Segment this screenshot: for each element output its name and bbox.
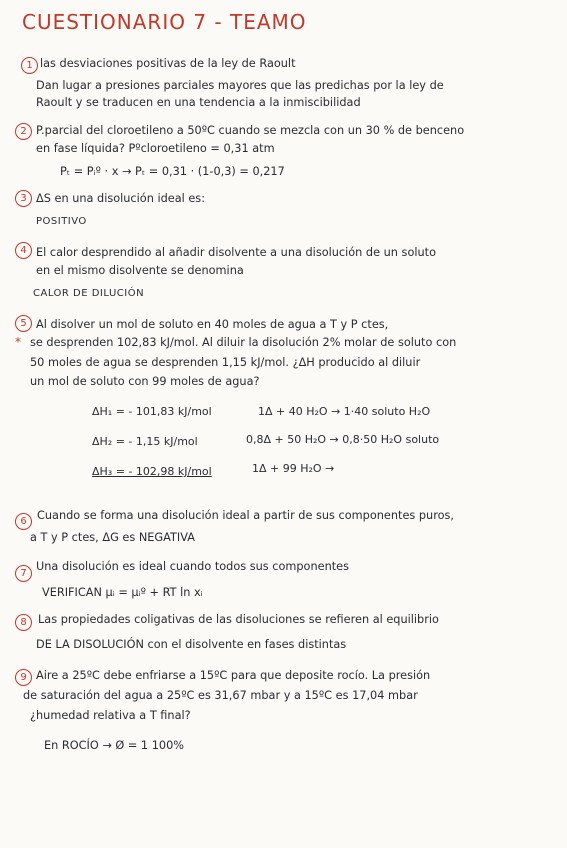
- answer-text: VERIFICAN μᵢ = μᵢº + RT ln xᵢ: [42, 586, 203, 599]
- question-text: se desprenden 102,83 kJ/mol. Al diluir la disolución 2% molar de soluto con: [30, 336, 457, 349]
- equation-right: 1Δ + 40 H₂O → 1·40 soluto H₂O: [258, 405, 431, 418]
- question-text: Una disolución es ideal cuando todos sus componentes: [36, 560, 349, 573]
- star-mark: *: [15, 335, 21, 349]
- equation-left-result: ΔH₃ = - 102,98 kJ/mol: [92, 465, 212, 478]
- question-text: Las propiedades coligativas de las disoluciones se refieren al equilibrio: [38, 613, 439, 626]
- question-text: 50 moles de agua se desprenden 1,15 kJ/mol. ¿ΔH producido al diluir: [30, 356, 421, 369]
- equation-right: 0,8Δ + 50 H₂O → 0,8·50 H₂O soluto: [246, 433, 440, 446]
- question-text: Al disolver un mol de soluto en 40 moles de agua a T y P ctes,: [36, 318, 389, 331]
- question-text: en fase líquida? Pºcloroetileno = 0,31 atm: [36, 142, 275, 155]
- equation-left: ΔH₂ = - 1,15 kJ/mol: [92, 435, 198, 448]
- question-text: de saturación del agua a 25ºC es 31,67 mbar y a 15ºC es 17,04 mbar: [23, 689, 418, 702]
- question-number: 2: [15, 123, 32, 140]
- equation-left: ΔH₁ = - 101,83 kJ/mol: [92, 405, 212, 418]
- page-title: CUESTIONARIO 7 - TEAMO: [22, 10, 307, 34]
- question-number: 4: [15, 242, 32, 259]
- question-number: 7: [15, 565, 32, 582]
- question-text: Aire a 25ºC debe enfriarse a 15ºC para que deposite rocío. La presión: [36, 669, 431, 682]
- question-text: P.parcial del cloroetileno a 50ºC cuando se mezcla con un 30 % de benceno: [36, 124, 465, 137]
- equation-right: 1Δ + 99 H₂O →: [252, 462, 335, 475]
- answer-text: POSITIVO: [36, 216, 87, 227]
- formula: Pₜ = Pᵢº · x → Pₜ = 0,31 · (1-0,3) = 0,217: [60, 165, 285, 178]
- question-text: un mol de soluto con 99 moles de agua?: [30, 375, 260, 388]
- question-text: en el mismo disolvente se denomina: [36, 264, 244, 277]
- question-number: 9: [15, 669, 32, 686]
- question-number: 5: [15, 315, 32, 332]
- question-number: 6: [15, 513, 32, 530]
- question-text: las desviaciones positivas de la ley de Raoult: [40, 57, 296, 70]
- question-text: ¿humedad relativa a T final?: [30, 709, 191, 722]
- answer-text: En ROCÍO → Ø = 1 100%: [44, 739, 185, 752]
- question-text: ΔS en una disolución ideal es:: [36, 192, 205, 205]
- question-number: 8: [15, 614, 32, 631]
- answer-text: CALOR DE DILUCIÓN: [33, 288, 145, 299]
- answer-text: Raoult y se traducen en una tendencia a la inmiscibilidad: [36, 96, 361, 109]
- answer-text: DE LA DISOLUCIÓN con el disolvente en fases distintas: [36, 638, 347, 651]
- question-number: 1: [21, 57, 38, 74]
- question-text: Cuando se forma una disolución ideal a partir de sus componentes puros,: [37, 509, 454, 522]
- answer-text: a T y P ctes, ΔG es NEGATIVA: [30, 531, 196, 544]
- question-number: 3: [15, 190, 32, 207]
- answer-text: Dan lugar a presiones parciales mayores que las predichas por la ley de: [36, 79, 444, 92]
- question-text: El calor desprendido al añadir disolvente a una disolución de un soluto: [36, 246, 436, 259]
